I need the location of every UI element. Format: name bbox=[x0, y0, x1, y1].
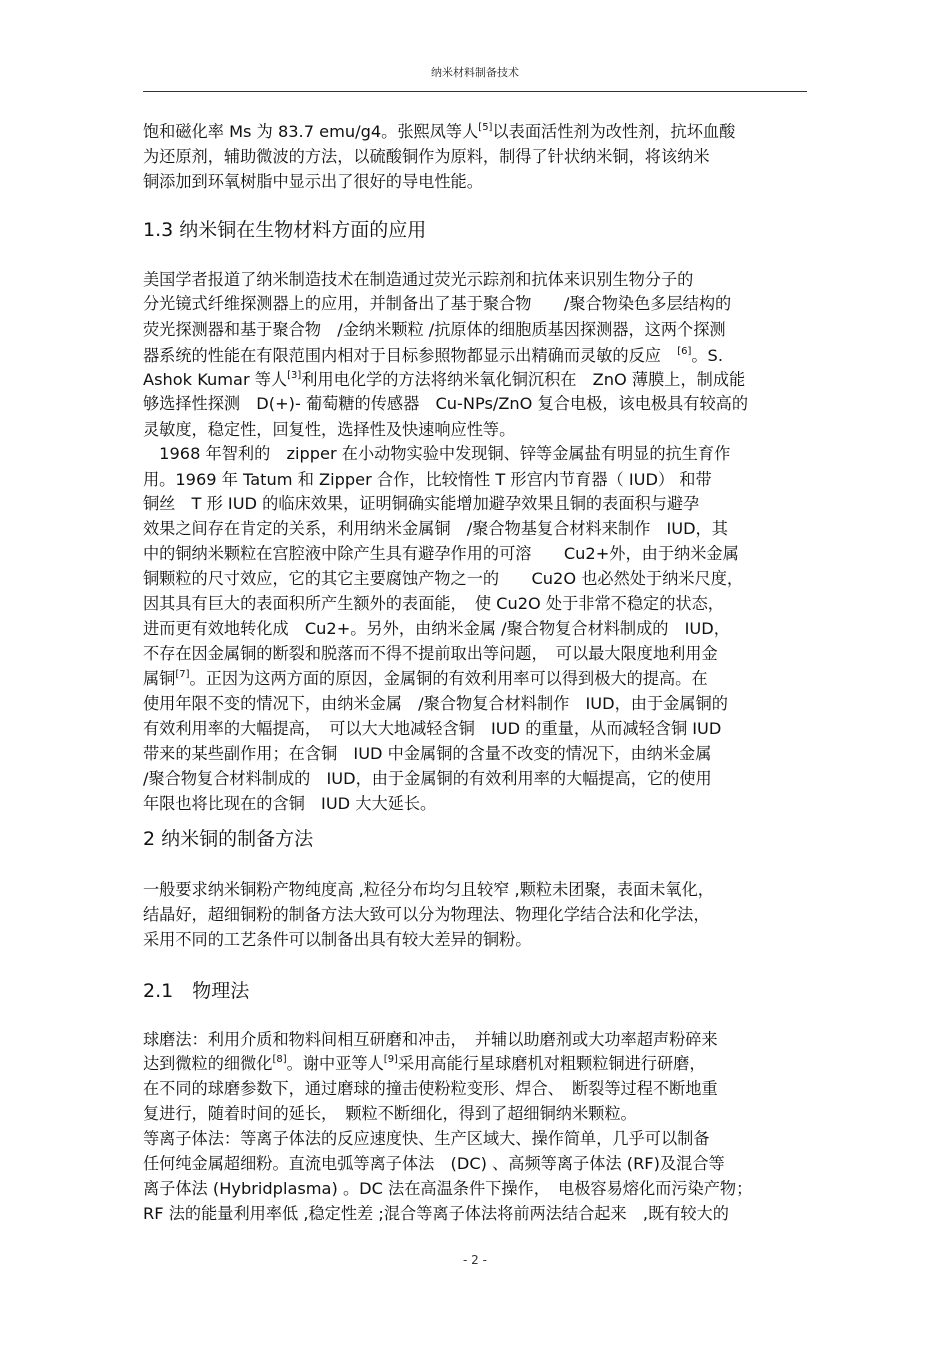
paragraph-line: 离子体法 (Hybridplasma) 。DC 法在高温条件下操作， 电极容易熔化而污染产物； bbox=[143, 1179, 753, 1198]
paragraph-line: 中的铜纳米颗粒在宫腔液中除产生具有避孕作用的可溶 Cu2+外，由于纳米金属 bbox=[143, 544, 739, 563]
paragraph-line: 用。1969 年 Tatum 和 Zipper 合作，比较惰性 T 形宫内节育器（ IUD） 和带 bbox=[143, 470, 712, 489]
paragraph-line: 年限也将比现在的含铜 IUD 大大延长。 bbox=[143, 794, 437, 813]
paragraph-line: 带来的某些副作用；在含铜 IUD 中金属铜的含量不改变的情况下，由纳米金属 bbox=[143, 744, 712, 763]
paragraph-line: 为还原剂，辅助微波的方法，以硫酸铜作为原料，制得了针状纳米铜，将该纳米 bbox=[143, 147, 710, 166]
paragraph-line: 结晶好，超细铜粉的制备方法大致可以分为物理法、物理化学结合法和化学法， bbox=[143, 905, 710, 924]
citation-ref: [3] bbox=[287, 370, 302, 381]
paragraph-line: 美国学者报道了纳米制造技术在制造通过荧光示踪剂和抗体来识别生物分子的 bbox=[143, 270, 694, 289]
paragraph-line: /聚合物复合材料制成的 IUD，由于金属铜的有效利用率的大幅提高，它的使用 bbox=[143, 769, 712, 788]
section-heading: 2 纳米铜的制备方法 bbox=[143, 828, 314, 850]
section-heading: 1.3 纳米铜在生物材料方面的应用 bbox=[143, 219, 427, 241]
paragraph-line: 进而更有效地转化成 Cu2+。另外，由纳米金属 /聚合物复合材料制成的 IUD， bbox=[143, 619, 730, 638]
paragraph-line: 复进行，随着时间的延长， 颗粒不断细化，得到了超细铜纳米颗粒。 bbox=[143, 1104, 637, 1123]
paragraph-line: 灵敏度，稳定性，回复性，选择性及快速响应性等。 bbox=[143, 420, 516, 439]
paragraph-line: 荧光探测器和基于聚合物 /金纳米颗粒 /抗原体的细胞质基因探测器，这两个探测 bbox=[143, 320, 726, 339]
paragraph-line: 有效利用率的大幅提高， 可以大大地减轻含铜 IUD 的重量，从而减轻含铜 IUD bbox=[143, 719, 722, 738]
header-rule bbox=[143, 91, 807, 92]
paragraph-line: 铜丝 T 形 IUD 的临床效果，证明铜确实能增加避孕效果且铜的表面积与避孕 bbox=[143, 494, 700, 513]
citation-ref: [8] bbox=[272, 1054, 287, 1065]
paragraph-line: 因其具有巨大的表面积所产生额外的表面能， 使 Cu2O 处于非常不稳定的状态， bbox=[143, 594, 724, 613]
citation-ref: [6] bbox=[677, 346, 692, 357]
paragraph-line: 达到微粒的细微化[8]。谢中亚等人[9]采用高能行星球磨机对粗颗粒铜进行研磨， bbox=[143, 1054, 706, 1073]
citation-ref: [9] bbox=[383, 1054, 398, 1065]
paragraph-line: 不存在因金属铜的断裂和脱落而不得不提前取出等问题， 可以最大限度地利用金 bbox=[143, 644, 718, 663]
running-header: 纳米材料制备技术 bbox=[431, 66, 519, 79]
paragraph-line: 等离子体法：等离子体法的反应速度快、生产区域大、操作简单，几乎可以制备 bbox=[143, 1129, 710, 1148]
paragraph-line: 球磨法：利用介质和物料间相互研磨和冲击， 并辅以助磨剂或大功率超声粉碎来 bbox=[143, 1030, 718, 1049]
paragraph-line: 任何纯金属超细粉。直流电弧等离子体法 (DC) 、高频等离子体法 (RF)及混合等 bbox=[143, 1154, 725, 1173]
citation-ref: [7] bbox=[175, 669, 190, 680]
citation-ref: [5] bbox=[478, 122, 493, 133]
paragraph-line: 铜颗粒的尺寸效应，它的其它主要腐蚀产物之一的 Cu2O 也必然处于纳米尺度， bbox=[143, 569, 744, 588]
paragraph-line: Ashok Kumar 等人[3]利用电化学的方法将纳米氧化铜沉积在 ZnO 薄膜上，制成能 bbox=[143, 370, 746, 389]
paragraph-line: 属铜[7]。正因为这两方面的原因，金属铜的有效利用率可以得到极大的提高。在 bbox=[143, 669, 708, 688]
paragraph-line: 采用不同的工艺条件可以制备出具有较大差异的铜粉。 bbox=[143, 930, 532, 949]
paragraph-line: 在不同的球磨参数下，通过磨球的撞击使粉粒变形、焊合、 断裂等过程不断地重 bbox=[143, 1079, 718, 1098]
section-heading: 2.1 物理法 bbox=[143, 980, 250, 1002]
paragraph-line: 铜添加到环氧树脂中显示出了很好的导电性能。 bbox=[143, 172, 483, 191]
page-number: - 2 - bbox=[463, 1253, 487, 1267]
paragraph-line: RF 法的能量利用率低 ,稳定性差 ;混合等离子体法将前两法结合起来 ,既有较大的 bbox=[143, 1204, 729, 1223]
paragraph-line: 1968 年智利的 zipper 在小动物实验中发现铜、锌等金属盐有明显的抗生育作 bbox=[143, 444, 731, 463]
paragraph-line: 一般要求纳米铜粉产物纯度高 ,粒径分布均匀且较窄 ,颗粒未团聚，表面未氧化， bbox=[143, 880, 714, 899]
paragraph-line: 效果之间存在肯定的关系，利用纳米金属铜 /聚合物基复合材料来制作 IUD，其 bbox=[143, 519, 728, 538]
paragraph-line: 使用年限不变的情况下，由纳米金属 /聚合物复合材料制作 IUD，由于金属铜的 bbox=[143, 694, 728, 713]
paragraph-line: 器系统的性能在有限范围内相对于目标参照物都显示出精确而灵敏的反应 [6]。S. bbox=[143, 346, 723, 365]
paragraph-line: 够选择性探测 D(+)- 葡萄糖的传感器 Cu-NPs/ZnO 复合电极，该电极具有较高的 bbox=[143, 394, 749, 413]
paragraph-line: 饱和磁化率 Ms 为 83.7 emu/g4。张熙凤等人[5]以表面活性剂为改性剂，抗坏血酸 bbox=[143, 122, 736, 141]
paragraph-line: 分光镜式纤维探测器上的应用，并制备出了基于聚合物 /聚合物染色多层结构的 bbox=[143, 294, 732, 313]
